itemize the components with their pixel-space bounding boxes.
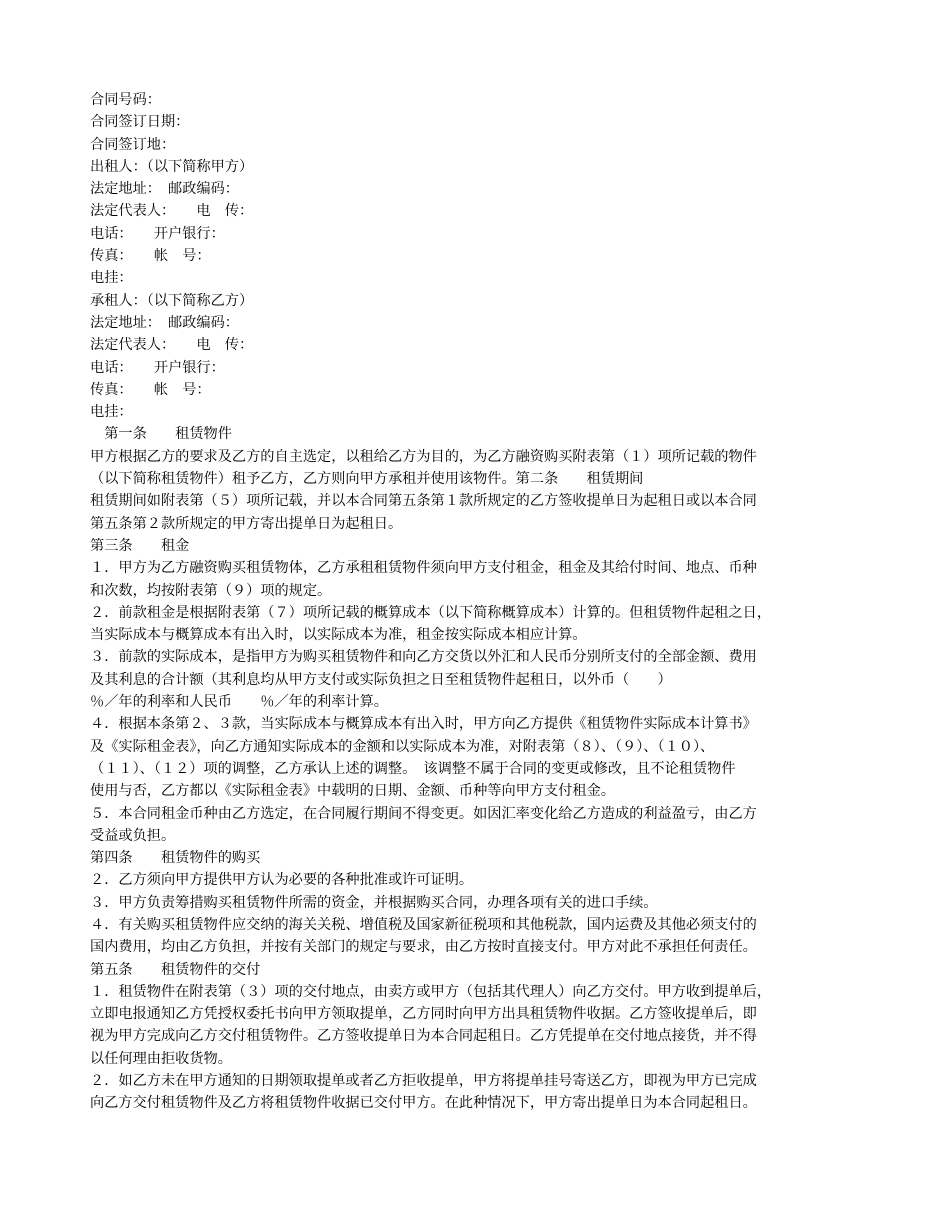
lessor-telegraph-line: 电挂： — [90, 270, 133, 287]
paragraph-line: ％／年的利率和人民币 ％／年的利率计算。 — [90, 694, 388, 711]
paragraph-line: 立即电报通知乙方凭授权委托书向甲方领取提单，乙方同时向甲方出具租赁物件收据。乙方签收提单后，即 — [90, 1006, 757, 1023]
paragraph-line: 视为甲方完成向乙方交付租赁物件。乙方签收提单日为本合同起租日。乙方凭提单在交付地点接货，并不得 — [90, 1028, 757, 1045]
lessee-phone-line: 电话： 开户银行： — [90, 359, 225, 376]
lessee-address-line: 法定地址： 邮政编码： — [90, 314, 239, 331]
paragraph-line: 国内费用，均由乙方负担，并按有关部门的规定与要求，由乙方按时直接支付。甲方对此不承担任何责任。 — [90, 939, 757, 956]
paragraph-line: 及《实际租金表》，向乙方通知实际成本的金额和以实际成本为准，对附表第（８）、（９）、（１０）、 — [90, 738, 715, 755]
lessor-fax-line: 传真： 帐 号： — [90, 248, 211, 265]
paragraph-line: ２．如乙方未在甲方通知的日期领取提单或者乙方拒收提单，甲方将提单挂号寄送乙方，即视为甲方已完成 — [90, 1073, 757, 1090]
article-1-heading: 第一条 租赁物件 — [90, 426, 232, 443]
paragraph-line: 和次数，均按附表第（９）项的规定。 — [90, 582, 332, 599]
lessor-label: 出租人：（以下简称甲方） — [90, 158, 254, 175]
paragraph-line: ３．甲方负责筹措购买租赁物件所需的资金，并根据购买合同，办理各项有关的进口手续。 — [90, 894, 658, 911]
paragraph-line: ４．有关购买租赁物件应交纳的海关关税、增值税及国家新征税项和其他税款，国内运费及其他必须支付的 — [90, 916, 757, 933]
paragraph-line: 当实际成本与概算成本有出入时，以实际成本为准，租金按实际成本相应计算。 — [90, 627, 587, 644]
paragraph-line: １．甲方为乙方融资购买租赁物体，乙方承租租赁物件须向甲方支付租金，租金及其给付时间、地点、币种 — [90, 560, 757, 577]
article-3-heading: 第三条 租金 — [90, 537, 190, 554]
signing-place-label: 合同签订地： — [90, 136, 176, 153]
article-5-heading: 第五条 租赁物件的交付 — [90, 961, 261, 978]
paragraph-line: 向乙方交付租赁物件及乙方将租赁物件收据已交付甲方。在此种情况下，甲方寄出提单日为本合同起租日。 — [90, 1095, 757, 1112]
contract-number-label: 合同号码： — [90, 92, 161, 108]
paragraph-line: ５．本合同租金币种由乙方选定，在合同履行期间不得变更。如因汇率变化给乙方造成的利益盈亏，由乙方 — [90, 805, 757, 822]
paragraph-line: ３．前款的实际成本，是指甲方为购买租赁物件和向乙方交货以外汇和人民币分别所支付的全部金额、费用 — [90, 649, 757, 666]
signing-date-label: 合同签订日期： — [90, 114, 190, 131]
paragraph-line: 受益或负担。 — [90, 827, 176, 844]
lessee-fax-line: 传真： 帐 号： — [90, 381, 211, 398]
lessor-representative-line: 法定代表人： 电 传： — [90, 203, 254, 220]
paragraph-line: 使用与否，乙方都以《实际租金表》中载明的日期、金额、币种等向甲方支付租金。 — [90, 783, 615, 800]
paragraph-line: （以下简称租赁物件）租予乙方，乙方则向甲方承租并使用该物件。第二条 租赁期间 — [90, 471, 644, 488]
lessor-phone-line: 电话： 开户银行： — [90, 225, 225, 242]
lessor-address-line: 法定地址： 邮政编码： — [90, 181, 239, 198]
lessee-label: 承租人：（以下简称乙方） — [90, 292, 254, 309]
paragraph-line: 租赁期间如附表第（５）项所记载，并以本合同第五条第１款所规定的乙方签收提单日为起租日或以本合同 — [90, 493, 757, 510]
paragraph-line: １．租赁物件在附表第（３）项的交付地点，由卖方或甲方（包括其代理人）向乙方交付。甲方收到提单后， — [90, 983, 772, 1000]
article-4-heading: 第四条 租赁物件的购买 — [90, 850, 261, 867]
lessee-representative-line: 法定代表人： 电 传： — [90, 337, 254, 354]
paragraph-line: 第五条第２款所规定的甲方寄出提单日为起租日。 — [90, 515, 403, 532]
paragraph-line: （１１）、（１２）项的调整，乙方承认上述的调整。 该调整不属于合同的变更或修改，且不论租赁物件 — [90, 760, 736, 777]
lessee-telegraph-line: 电挂： — [90, 404, 133, 421]
paragraph-line: 以任何理由拒收货物。 — [90, 1050, 232, 1067]
paragraph-line: ２．前款租金是根据附表第（７）项所记载的概算成本（以下简称概算成本）计算的。但租赁物件起租之日， — [90, 604, 772, 621]
paragraph-line: 及其利息的合计额（其利息均从甲方支付或实际负担之日至租赁物件起租日，以外币（ ） — [90, 671, 672, 688]
paragraph-line: ２．乙方须向甲方提供甲方认为必要的各种批准或许可证明。 — [90, 872, 474, 889]
paragraph-line: ４．根据本条第２、３款，当实际成本与概算成本有出入时，甲方向乙方提供《租赁物件实际成本计算书》 — [90, 716, 757, 733]
contract-document — [90, 89, 868, 1115]
paragraph-line: 甲方根据乙方的要求及乙方的自主选定，以租给乙方为目的，为乙方融资购买附表第（１）项所记载的物件 — [90, 448, 757, 465]
